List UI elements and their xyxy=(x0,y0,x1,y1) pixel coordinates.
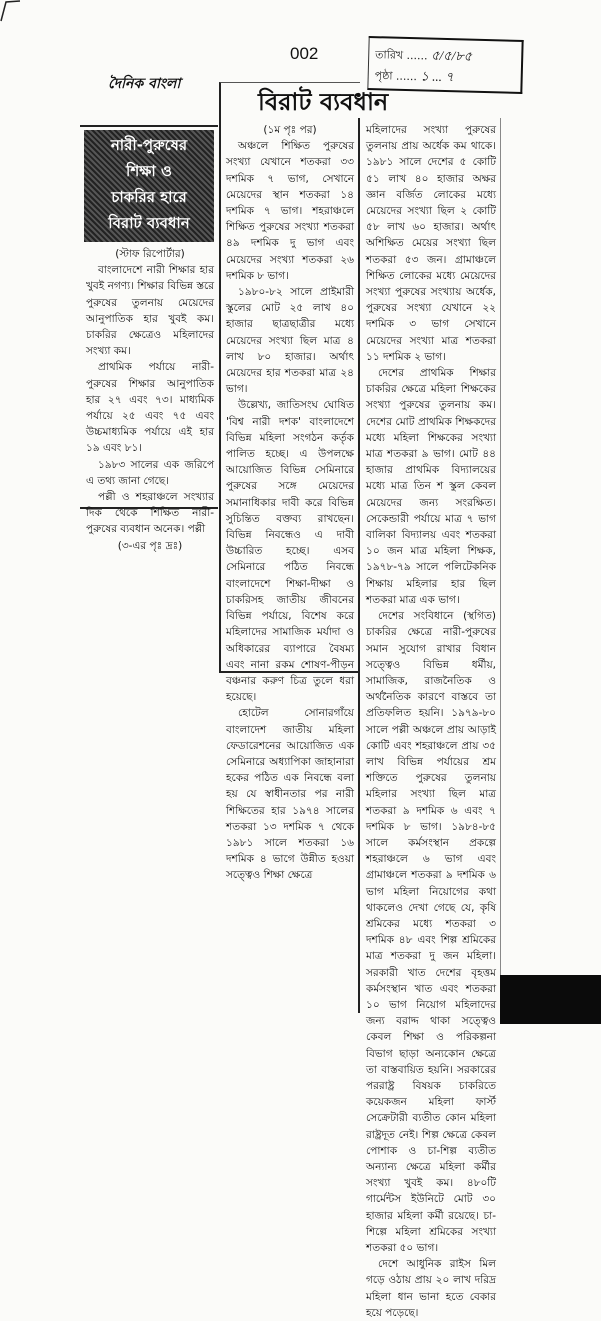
page-number: 002 xyxy=(290,44,319,63)
paragraph: হোটেল সোনারগাঁয়ে বাংলাদেশ জাতীয় মহিলা ফেডারেশনের আয়োজিত এক সেমিনারে অধ্যাপিকা জাহানারা হকের পঠিত এক নিবন্ধে বলা হয় যে স্বাধীনতার পর নারী শিক্ষিতের হার ১৯৭৪ সালের শতকরা ১৩ দশমিক ৭ থেকে ১৯৮১ সালে শতকরা ১৬ দশমিক ৪ ভাগে উন্নীত হওয়া সত্ত্বেও শিক্ষা ক্ষেত্রে xyxy=(226,707,354,882)
paragraph: অঞ্চলে শিক্ষিত পুরুষের সংখ্যা যেখানে শতকরা ৩৩ দশমিক ৭ ভাগ, সেখানে মেয়েদের স্থান শতকরা ১৪ দশমিক ৭ ভাগ। শহরাঞ্চলে শিক্ষিত পুরুষের সংখ্যা শতকরা ৪৯ দশমিক দু ভাগ এবং মেয়েদের সংখ্যা শতকরা ২৬ দশমিক ৮ ভাগ। xyxy=(226,140,354,282)
page-label: পৃষ্ঠা xyxy=(374,69,393,83)
newspaper-name: দৈনিক বাংলা xyxy=(108,76,181,92)
sidebar-title-banner xyxy=(84,130,214,242)
sidebar-title-line: শিক্ষা ও xyxy=(126,162,172,180)
page-value: ১ ... ৭ xyxy=(420,68,454,85)
scan-dark-corner xyxy=(500,975,601,1024)
right-column-frame xyxy=(358,118,501,1319)
paragraph: মহিলাদের সংখ্যা পুরুষের তুলনায় প্রায় অর্ধেক কম থাকে। ১৯৮১ সালে দেশের ৫ কোটি ৫১ লাখ ৪০ হাজার অক্ষর জ্ঞান বর্জিত লোকের মধ্যে মেয়েদের সংখ্যা ছিল ২ কোটি ৫৮ লাখ ৬০ হাজার। অর্থাৎ অশিক্ষিত মেয়ের সংখ্যা ছিল শতকরা ৫৩ জন। গ্রামাঞ্চলে শিক্ষিত লোকের মধ্যে মেয়েদের সংখ্যা পুরুষের সংখ্যায় অর্ধেক, পুরুষের সংখ্যা যেখানে ২২ দশমিক ৩ ভাগ সেখানে মেয়েদের সংখ্যা মাত্র শতকরা ১১ দশমিক ২ ভাগ। xyxy=(366,124,496,363)
page-corner-mark xyxy=(0,0,22,22)
paragraph: দেশের সংবিধানে (স্থগিত) চাকরির ক্ষেত্রে নারী-পুরুষের সমান সুযোগ রাখার বিধান সত্ত্বেও বিভিন্ন ধর্মীয়, সামাজিক, রাজনৈতিক ও অর্থনৈতিক কারণে বাস্তবে তা প্রতিফলিত হয়নি। ১৯৭৯-৮০ সালে পল্লী অঞ্চলে প্রায় আড়াই কোটি এবং শহরাঞ্চলে প্রায় ৩৫ লাখ বিভিন্ন পর্যায়ের শ্রম শক্তিতে পুরুষের তুলনায় মহিলার সংখ্যা ছিল মাত্র শতকরা ৯ দশমিক ৬ এবং ৭ দশমিক ৮ ভাগ। ১৯৮৪-৮৫ সালে কর্মসংস্থান প্রকল্পে শহরাঞ্চলে ৬ ভাগ এবং গ্রামাঞ্চলে শতকরা ৯ দশমিক ৬ ভাগ মহিলা নিয়োগের কথা থাকলেও দেখা গেছে যে, কৃষি শ্রমিকের মধ্যে শতকরা ৩ দশমিক ৪৮ এবং শিল্প শ্রমিকের মাত্র শতকরা দু জন মহিলা। সরকারী খাত দেশের বৃহত্তম কর্মসংস্থান খাত এবং শতকরা ১০ ভাগ নিয়োগ মহিলাদের জন্য বরাদ্দ থাকা সত্ত্বেও কেবল শিক্ষা ও পরিকল্পনা বিভাগ ছাড়া অন্যকোন ক্ষেত্রে তা বাস্তবায়িত হয়নি। সরকারের পররাষ্ট্র বিষয়ক চাকরিতে কয়েকজন মহিলা ফার্স্ট সেক্রেটারী ব্যতীত কোন মহিলা রাষ্ট্রদূত নেই। শিল্প ক্ষেত্রে কেবল পোশাক ও চা-শিল্প ব্যতীত অন্যান্য ক্ষেত্রে মহিলা কর্মীর সংখ্যা খুবই কম। ৪৮০টি গার্মেন্টস ইউনিটে মোট ৩০ হাজার মহিলা কর্মী রয়েছে। চা-শিল্পে মহিলা শ্রমিকের সংখ্যা শতকরা ৫০ ভাগ। xyxy=(366,610,496,1255)
date-stamp: তারিখ ...... ৫/৫/৮৫ পৃষ্ঠা ...... ১ ... ৭ xyxy=(367,36,523,94)
continued-from-note: (১ম পৃঃ পর) xyxy=(263,124,317,136)
date-value: ৫/৫/৮৫ xyxy=(430,47,473,64)
date-label: তারিখ xyxy=(375,48,404,62)
sidebar-body xyxy=(80,242,218,554)
sidebar-title-line: চাকরির হারে xyxy=(111,188,187,206)
sidebar-title-line: নারী-পুরুষের xyxy=(110,136,188,154)
sidebar-title-line: বিরাট ব্যবধান xyxy=(108,214,190,232)
paragraph: উল্লেখ্য, জাতিসংঘ ঘোষিত 'বিশ্ব নারী দশক' বাংলাদেশে বিভিন্ন মহিলা সংগঠন কর্তৃক পালিত হচ্ছে। এ উপলক্ষে আয়োজিত বিভিন্ন সেমিনারে পুরুষের সঙ্গে মেয়েদের সমানাধিকার দাবী করে বিভিন্ন সুচিন্তিত বক্তব্য রাখছেন। বিভিন্ন নিবন্ধেও এ দাবী উচ্চারিত হচ্ছে। এসব সেমিনারে পঠিত নিবন্ধে বাংলাদেশে শিক্ষা-দীক্ষা ও চাকরিসহ জাতীয় জীবনের বিভিন্ন পর্যায়ে, বিশেষ করে মহিলাদের সামাজিক মর্যাদা ও অধিকারের ব্যাপারে বৈষম্য এবং নানা রকম শোষণ-পীড়ন বঞ্চনার করুণ চিত্র তুলে ধরা হয়েছে। xyxy=(226,399,354,704)
headline: বিরাট ব্যবধান xyxy=(258,88,389,116)
paragraph: দেশে আধুনিক রাইস মিল গড়ে ওঠায় প্রায় ২০ লাখ দরিদ্র মহিলা ধান ভানা হতে বেকার হয়ে পড়েছে। xyxy=(366,1258,496,1319)
paragraph: ১৯৮৩ সালের এক জরিপে এ তথ্য জানা গেছে। xyxy=(86,458,214,487)
right-column xyxy=(360,118,500,1321)
paragraph: দেশের প্রাথমিক শিক্ষার চাকরির ক্ষেত্রে মহিলা শিক্ষকের সংখ্যা পুরুষের তুলনায় কম। দেশের মোট প্রাথমিক শিক্ষকদের মধ্যে মহিলা শিক্ষকের সংখ্যা মাত্র শতকরা ৯ ভাগ। মোট ৪৪ হাজার প্রাথমিক বিদ্যালয়ের মধ্যে মাত্র তিন শ স্কুল কেবল মেয়েদের জন্য সংরক্ষিত। সেকেন্ডারী পর্যায়ে মাত্র ৭ ভাগ বালিকা বিদ্যালয় এবং শতকরা ১০ জন মাত্র মহিলা শিক্ষক, ১৯৭৮-৭৯ সালে পলিটেকনিক শিক্ষায় মহিলার হার ছিল শতকরা মাত্র এক ভাগ। xyxy=(366,367,496,606)
paragraph: বাংলাদেশে নারী শিক্ষার হার খুবই নগণ্য। শিক্ষার বিভিন্ন স্তরে পুরুষের তুলনায় মেয়েদের আনুপাতিক হার খুবই কম। চাকরির ক্ষেত্রেও মহিলাদের সংখ্যা কম। xyxy=(86,264,214,358)
middle-column xyxy=(226,122,354,884)
continued-note: (৩-এর পৃঃ দ্রঃ) xyxy=(117,539,183,552)
byline: (স্টাফ রিপোর্টার) xyxy=(115,248,185,260)
sidebar-article xyxy=(80,125,218,552)
paragraph: প্রাথমিক পর্যায়ে নারী-পুরুষের শিক্ষার আনুপাতিক হার ২৭ এবং ৭৩। মাধ্যমিক পর্যায়ে ২৫ এবং ৭৫ এবং উচ্চমাধ্যমিক পর্যায়ে এই হার ১৯ এবং ৮১। xyxy=(86,361,214,455)
paragraph: পল্লী ও শহরাঞ্চলে সংখ্যার দিক থেকে শিক্ষিত নারী-পুরুষের ব্যবধান অনেক। পল্লী xyxy=(86,491,214,536)
paragraph: ১৯৮০-৮২ সালে প্রাইমারী স্কুলের মোট ২৫ লাখ ৪০ হাজার ছাত্রছাত্রীর মধ্যে মেয়েদের সংখ্যা ছিল মাত্র ৪ লাখ ৮০ হাজার। অর্থাৎ মেয়েদের হার শতকরা মাত্র ২৪ ভাগ। xyxy=(226,286,354,396)
